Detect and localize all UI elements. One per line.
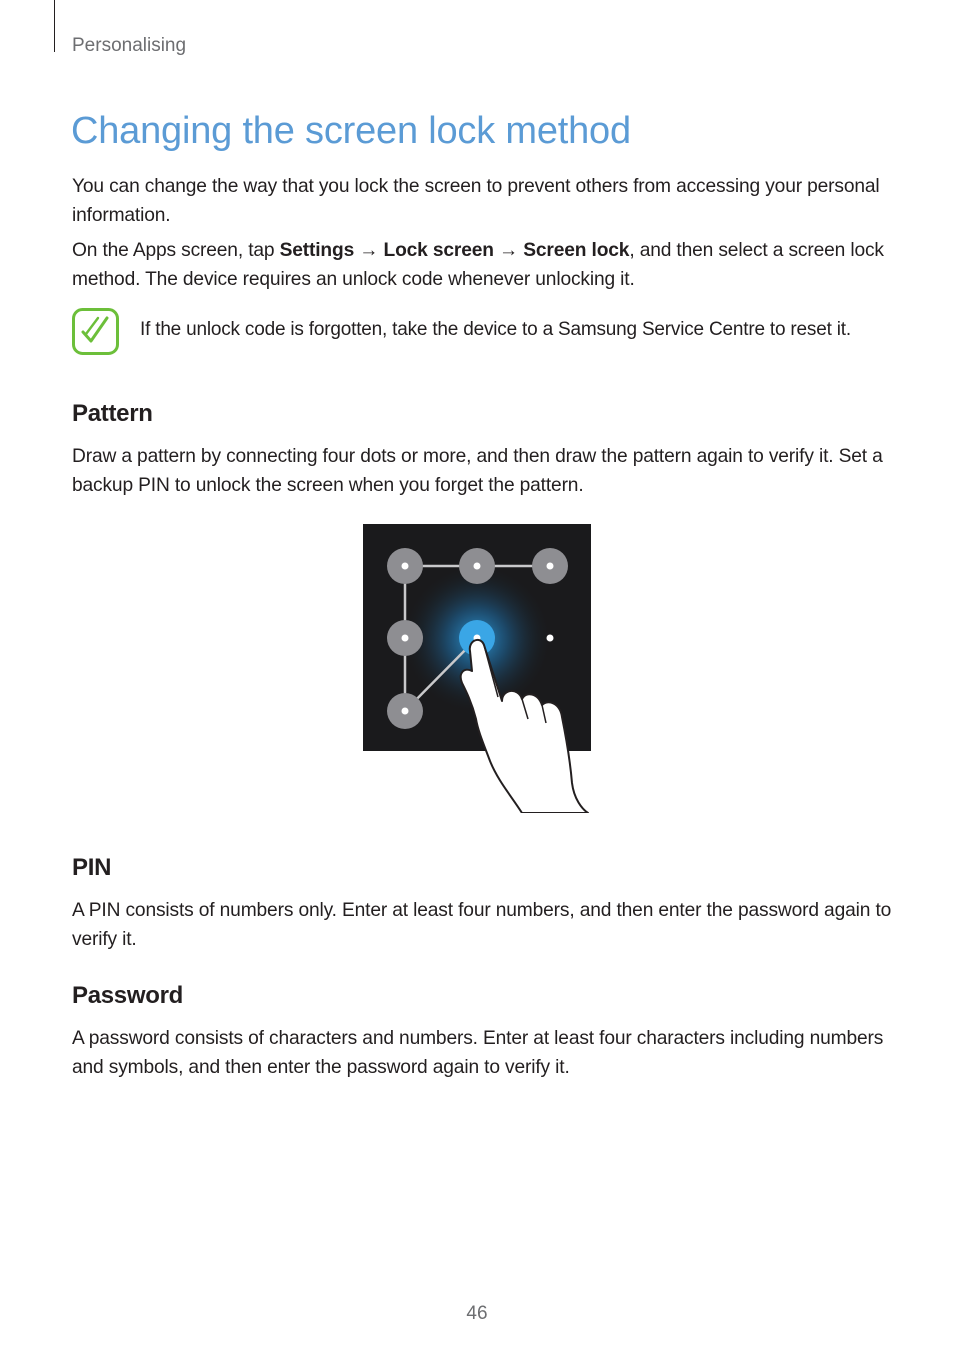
running-head: Personalising [72,35,187,56]
intro-paragraph-1: You can change the way that you lock the screen to prevent others from accessing your personal information. [72,176,880,226]
pattern-lock-illustration [362,523,593,813]
pattern-description: Draw a pattern by connecting four dots or more, and then draw the pattern again to verify it. Set a backup PIN to unlock the screen when you forget the pattern. [72,446,883,496]
pin-description: A PIN consists of numbers only. Enter at least four numbers, and then enter the password again to verify it. [72,900,892,950]
password-heading: Password [72,982,183,1009]
page-number: 46 [466,1303,488,1324]
pin-heading: PIN [72,854,112,881]
pattern-dot-inactive [547,635,554,642]
pattern-heading: Pattern [72,400,153,427]
settings-term: Settings [279,240,355,261]
screen-lock-term: Screen lock [523,240,630,261]
note-check-icon [72,308,119,355]
note-text: If the unlock code is forgotten, take the device to a Samsung Service Centre to reset it. [140,319,851,340]
password-description: A password consists of characters and numbers. Enter at least four characters including numbers and symbols, and then enter the password again to verify it. [72,1028,884,1078]
page-title: Changing the screen lock method [71,110,631,152]
lock-screen-term: Lock screen [383,240,494,261]
margin-rule [54,0,55,52]
intro-paragraph-2: On the Apps screen, tap Settings → Lock screen → Screen lock, and then select a screen lock method. The device requires an unlock code whenever unlocking it. [72,240,884,290]
